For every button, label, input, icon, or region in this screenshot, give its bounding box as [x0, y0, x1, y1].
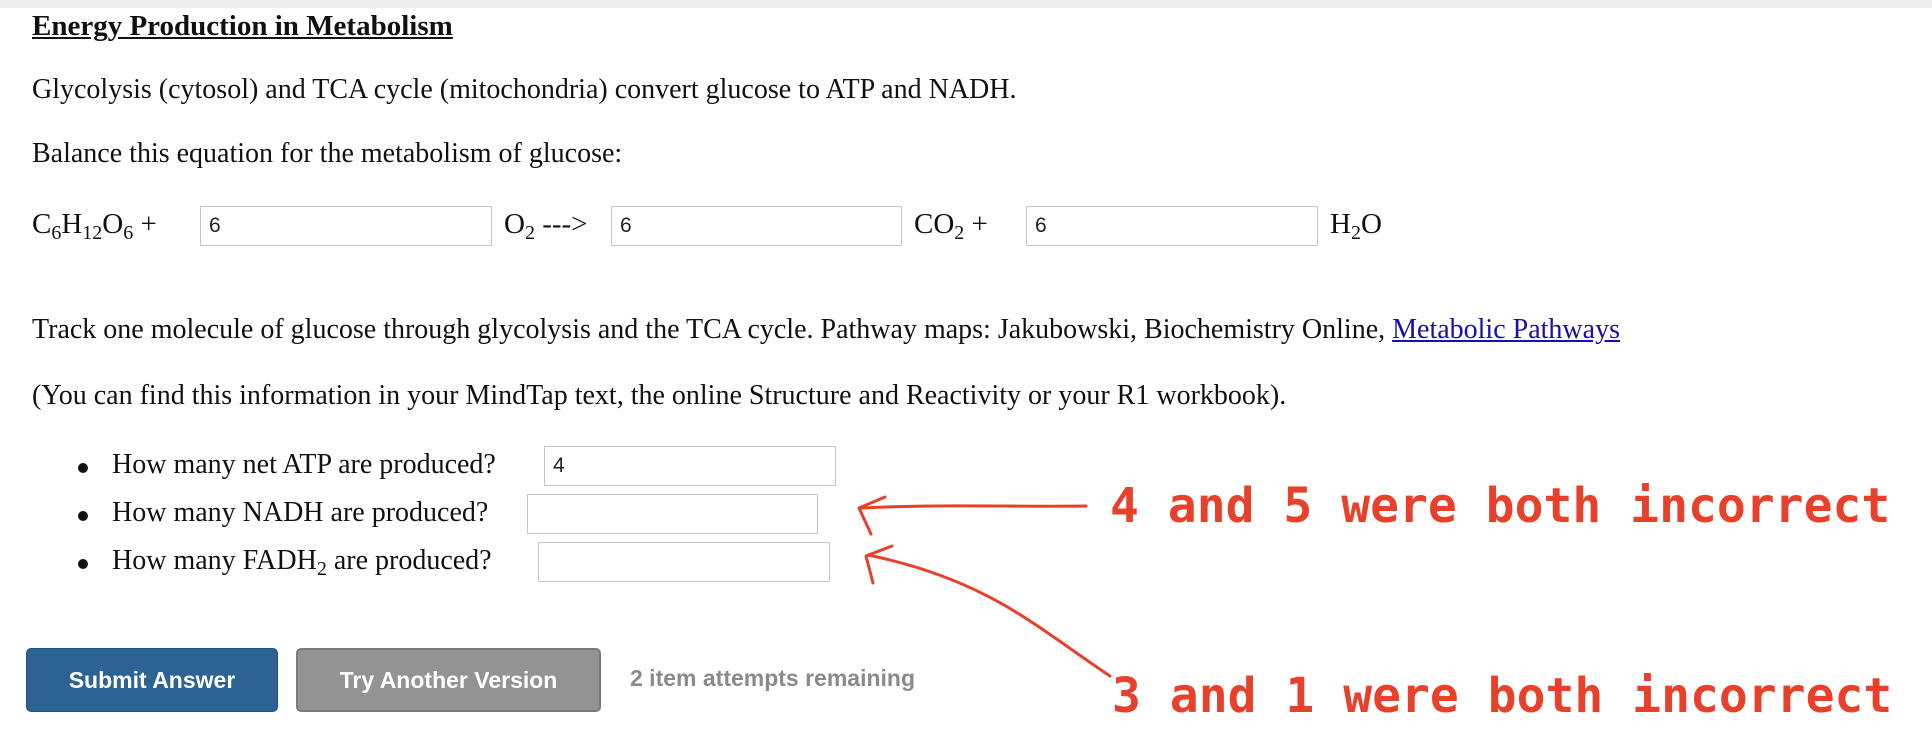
intro-text: Glycolysis (cytosol) and TCA cycle (mitochondria) convert glucose to ATP and NADH. [32, 74, 1017, 105]
attempts-remaining: 2 item attempts remaining [630, 665, 916, 691]
metabolic-pathways-link[interactable]: Metabolic Pathways [1392, 314, 1620, 345]
oxygen-formula: $O_2$ ---> [504, 208, 588, 244]
page-title: Energy Production in Metabolism [32, 10, 453, 42]
arrow-to-fadh2 [868, 555, 1110, 676]
submit-answer-button[interactable]: Submit Answer [26, 648, 278, 712]
water-formula: $H_2O$ [1330, 208, 1382, 244]
arrowhead-fadh2-icon [866, 546, 892, 583]
question-nadh-label: How many NADH are produced? [112, 497, 489, 528]
annotation-note-2: 3 and 1 were both incorrect [1112, 668, 1893, 724]
glucose-formula: $C_6H_{12}O_6$ + [32, 208, 157, 244]
question-fadh2-label: How many $FADH_2$ are produced? [112, 545, 492, 580]
track-text: Track one molecule of glucose through glycolysis and the TCA cycle. Pathway maps: Jakubowski, Biochemistry Online, Metabolic Pathways [32, 314, 1620, 345]
info-text: (You can find this information in your MindTap text, the online Structure and Reactivity or your R1 workbook). [32, 380, 1287, 411]
arrowhead-nadh-icon [859, 497, 885, 534]
arrow-to-nadh [862, 506, 1086, 508]
co2-formula: $CO_2$ + [914, 208, 988, 244]
try-another-version-button[interactable]: Try Another Version [296, 648, 601, 712]
question-atp-label: How many net ATP are produced? [112, 449, 496, 480]
annotation-note-1: 4 and 5 were both incorrect [1110, 478, 1891, 534]
balance-prompt: Balance this equation for the metabolism of glucose: [32, 138, 623, 169]
